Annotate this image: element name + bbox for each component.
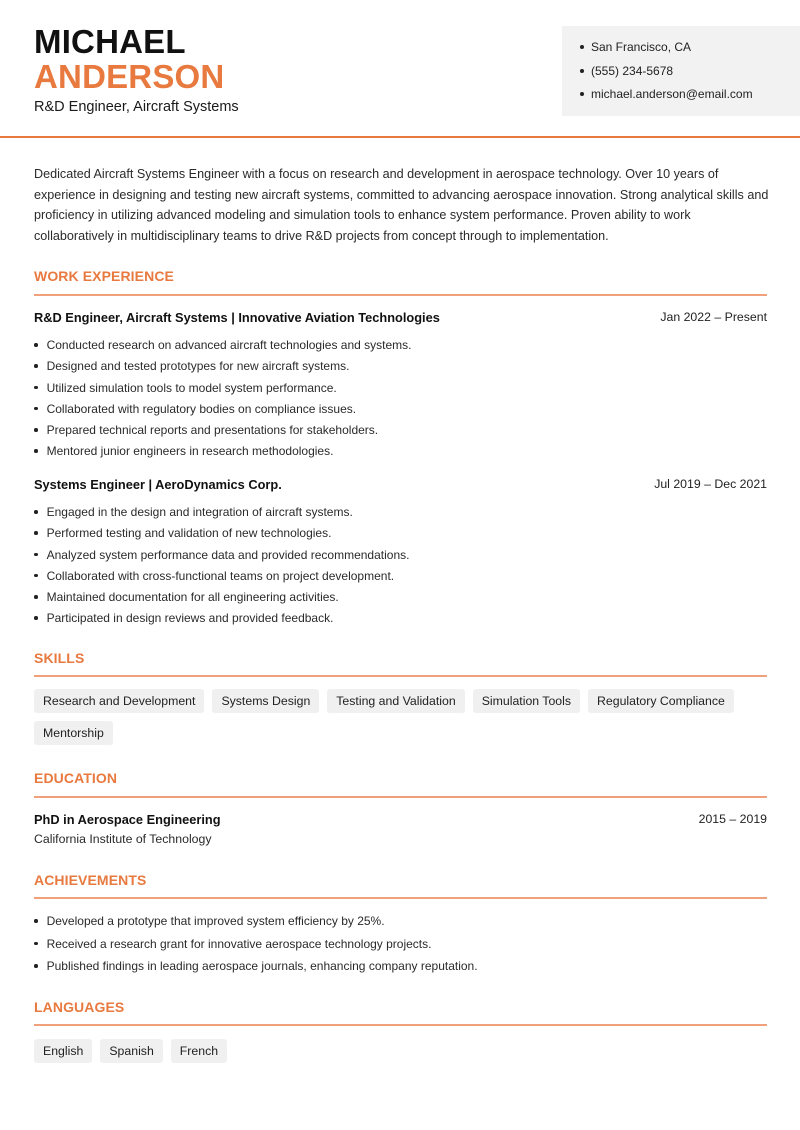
language-chip: English [34,1039,92,1063]
list-item [34,958,767,981]
list-item [34,337,767,358]
bullet-icon [34,964,38,968]
skill-chip: Testing and Validation [327,689,464,713]
bullet-icon [34,919,38,923]
job-bullets [34,504,767,632]
bullet-icon [34,531,38,535]
bullet-icon [34,595,38,599]
last-name: ANDERSON [34,58,225,95]
job-role: Systems Engineer | AeroDynamics Corp. [34,477,282,492]
bullet-text: Conducted research on advanced aircraft technologies and systems. [46,338,412,352]
bullet-text: Prepared technical reports and presentations for stakeholders. [46,423,379,438]
first-name: MICHAEL [34,23,186,60]
bullet-text: Published findings in leading aerospace journals, enhancing company reputation. [46,959,478,973]
job-role: R&D Engineer, Aircraft Systems | Innovative Aviation Technologies [34,310,440,325]
bullet-icon [580,92,584,96]
resume-header [0,0,800,138]
section-divider [34,796,767,798]
section-divider [34,1024,767,1026]
list-item [34,589,767,610]
list-item [34,525,767,546]
section-title-languages: LANGUAGES [34,999,125,1015]
bullet-text: Utilized simulation tools to model system performance. [46,380,337,395]
contact-location-text: San Francisco, CA [591,40,692,54]
bullet-text: Mentored junior engineers in research methodologies. [46,444,334,459]
list-item [34,936,767,959]
education-years: 2015 – 2019 [698,812,767,826]
bullet-icon [34,574,38,578]
contact-box [562,26,800,116]
skills-list [34,689,767,745]
job-dates: Jan 2022 – Present [660,310,767,324]
bullet-icon [34,343,38,347]
achievement-bullets [34,913,767,981]
bullet-icon [34,407,38,411]
bullet-icon [34,553,38,557]
section-divider [34,675,767,677]
contact-location [580,39,800,63]
language-chip: French [171,1039,227,1063]
bullet-icon [34,510,38,514]
list-item [34,358,767,379]
bullet-text: Designed and tested prototypes for new aircraft systems. [46,359,350,374]
job-header [34,477,767,492]
languages-list [34,1039,767,1063]
bullet-icon [580,45,584,49]
contact-email-text: michael.anderson@email.com [591,87,753,101]
section-title-achievements: ACHIEVEMENTS [34,872,147,888]
skill-chip: Systems Design [212,689,319,713]
list-item [34,568,767,589]
job-bullets [34,337,767,465]
degree: PhD in Aerospace Engineering [34,812,221,827]
contact-phone-text: (555) 234-5678 [591,63,674,78]
bullet-text: Collaborated with cross-functional teams on project development. [46,568,395,583]
list-item [34,504,767,525]
bullet-icon [580,69,584,73]
contact-phone [580,63,800,87]
bullet-text: Received a research grant for innovative aerospace technology projects. [46,936,432,951]
bullet-text: Developed a prototype that improved system efficiency by 25%. [46,914,385,928]
section-title-skills: SKILLS [34,650,85,666]
bullet-text: Analyzed system performance data and provided recommendations. [46,547,410,562]
job-dates: Jul 2019 – Dec 2021 [654,477,767,491]
list-item [34,422,767,443]
candidate-name [34,24,224,94]
school-name: California Institute of Technology [34,832,212,846]
list-item [34,913,767,936]
contact-email [580,86,800,110]
bullet-text: Participated in design reviews and provided feedback. [46,611,334,626]
list-item [34,380,767,401]
skill-chip: Research and Development [34,689,204,713]
bullet-icon [34,942,38,946]
section-divider [34,897,767,899]
section-divider [34,294,767,296]
list-item [34,401,767,422]
list-item [34,610,767,631]
bullet-text: Maintained documentation for all engineering activities. [46,590,339,605]
language-chip: Spanish [100,1039,162,1063]
bullet-text: Engaged in the design and integration of aircraft systems. [46,505,353,519]
skill-chip: Simulation Tools [473,689,580,713]
bullet-icon [34,364,38,368]
job-header [34,310,767,325]
section-title-education: EDUCATION [34,770,118,786]
bullet-icon [34,449,38,453]
bullet-text: Performed testing and validation of new technologies. [46,526,332,541]
bullet-icon [34,428,38,432]
list-item [34,443,767,464]
summary: Dedicated Aircraft Systems Engineer with a focus on research and development in aerospace technology. Over 10 years of experience in designing and testing new aircraft systems, committed to advancing aerospace innovation. Strong analytical skills and proficiency in utilizing advanced modeling and simulation tools to enhance system performance. Proven ability to work collaboratively in multidisciplinary teams to drive R&D projects from concept through to implementation. [34,167,769,244]
skill-chip: Mentorship [34,721,113,745]
education-header [34,812,767,827]
bullet-icon [34,386,38,390]
job-title: R&D Engineer, Aircraft Systems [34,99,239,115]
bullet-icon [34,616,38,620]
list-item [34,547,767,568]
skill-chip: Regulatory Compliance [588,689,734,713]
bullet-text: Collaborated with regulatory bodies on compliance issues. [46,401,357,416]
section-title-work: WORK EXPERIENCE [34,268,174,284]
